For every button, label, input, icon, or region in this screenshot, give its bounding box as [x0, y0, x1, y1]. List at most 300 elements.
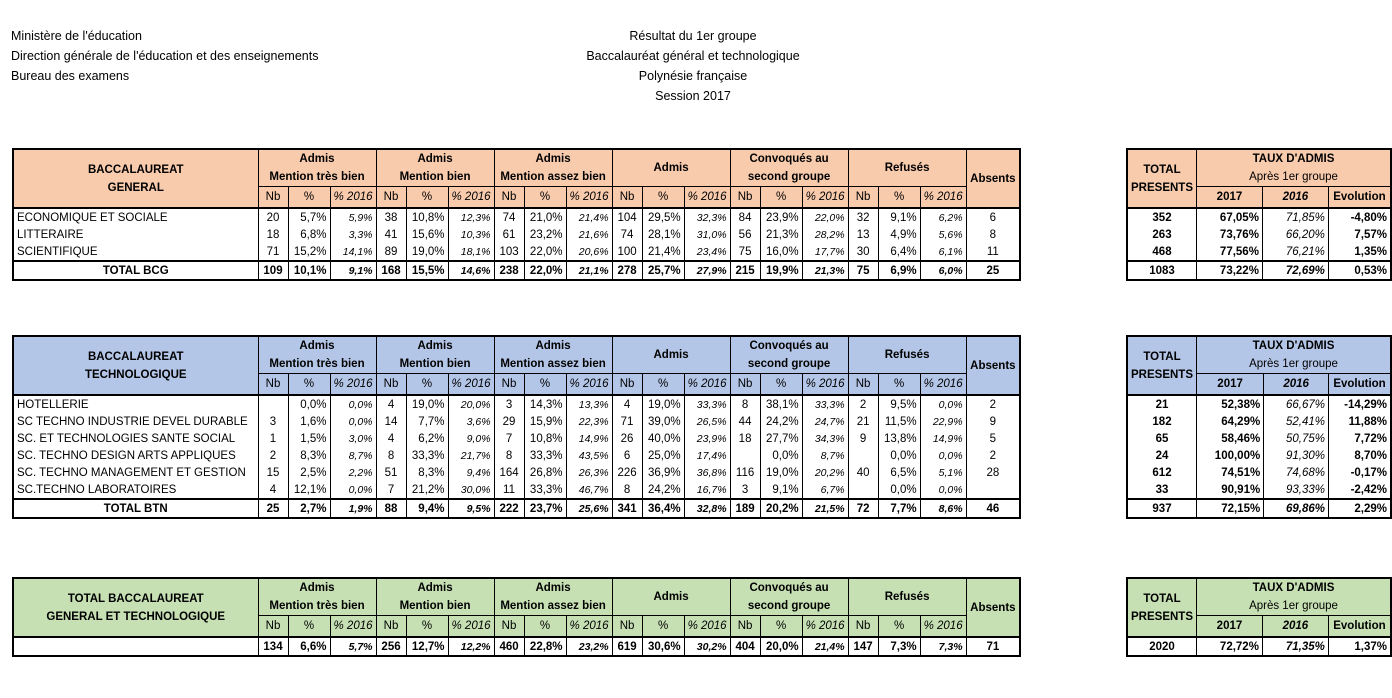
cell-pct: 23,2% [524, 226, 566, 243]
subcol-header: Nb [258, 374, 288, 396]
cell-nb: 238 [494, 261, 524, 280]
cell-nb: 109 [258, 261, 288, 280]
group-header [848, 149, 966, 187]
cell-nb: 7 [494, 430, 524, 447]
cell-pct: 25,0% [642, 447, 684, 464]
cell-pct-2016: 14,1% [330, 243, 376, 261]
total-presents-line1: TOTAL [1143, 163, 1181, 176]
cell-pct: 36,9% [642, 464, 684, 481]
group-header-line1: Admis [417, 582, 453, 594]
absents-header: Absents [966, 149, 1020, 208]
cell-pct: 12,1% [288, 481, 330, 499]
taux-row [1127, 447, 1391, 464]
subcol-header: Nb [730, 374, 760, 396]
cell-nb: 89 [376, 243, 406, 261]
cell-taux-2017: 100,00% [1197, 447, 1264, 464]
cell-nb: 6 [612, 447, 642, 464]
cell-nb [258, 395, 288, 413]
absents-header: Absents [966, 336, 1020, 395]
group-header-line1: Admis [417, 153, 453, 165]
subcol-header: % 2016 [566, 187, 612, 209]
cell-pct: 38,1% [760, 395, 802, 413]
group-header [612, 336, 730, 374]
cell-pct-2016: 31,0% [684, 226, 730, 243]
cell-pct-2016: 25,6% [566, 499, 612, 518]
group-header-line1: Admis [653, 162, 689, 174]
total-presents-line1: TOTAL [1143, 592, 1181, 605]
cell-nb: 189 [730, 499, 760, 518]
total-presents-header [1127, 149, 1197, 208]
cell-nb: 226 [612, 464, 642, 481]
taux-header [1197, 578, 1392, 616]
taux-title: TAUX D'ADMIS [1252, 582, 1335, 594]
header-left [11, 26, 318, 86]
subcol-header: % [878, 616, 920, 638]
subcol-header: Nb [258, 187, 288, 209]
row-label: SCIENTIFIQUE [13, 243, 258, 261]
section-title [13, 336, 258, 395]
cell-pct-2016: 8,7% [802, 447, 848, 464]
cell-pct: 20,2% [760, 499, 802, 518]
cell-evolution: 7,72% [1329, 430, 1391, 447]
cell-nb: 25 [258, 499, 288, 518]
cell-evolution: 8,70% [1329, 447, 1391, 464]
total-row [13, 499, 1020, 518]
cell-pct: 6,4% [878, 243, 920, 261]
cell-pct-2016: 5,7% [330, 637, 376, 656]
table-row [13, 447, 1020, 464]
cell-taux-2017: 72,15% [1197, 499, 1264, 518]
cell-pct: 6,2% [406, 430, 448, 447]
cell-nb: 21 [848, 413, 878, 430]
cell-pct: 9,5% [878, 395, 920, 413]
subcol-header: % [288, 616, 330, 638]
row-label: SC. ET TECHNOLOGIES SANTE SOCIAL [13, 430, 258, 447]
cell-nb: 278 [612, 261, 642, 280]
taux-subtitle: Après 1er groupe [1249, 171, 1338, 183]
total-presents-line2: PRESENTS [1131, 181, 1193, 194]
cell-pct-2016: 6,7% [802, 481, 848, 499]
cell-nb: 11 [494, 481, 524, 499]
cell-pct-2016: 33,3% [802, 395, 848, 413]
cell-pct-2016: 21,3% [802, 261, 848, 280]
cell-nb: 134 [258, 637, 288, 656]
cell-pct-2016: 6,0% [920, 261, 966, 280]
subcol-header: % [642, 187, 684, 209]
group-header [730, 149, 848, 187]
cell-taux-2017: 73,22% [1197, 261, 1263, 280]
group-header [848, 336, 966, 374]
taux-row [1127, 208, 1391, 226]
section-title-line2: GENERAL [107, 181, 164, 194]
cell-taux-2016: 76,21% [1262, 243, 1328, 261]
cell-nb: 74 [612, 226, 642, 243]
cell-nb: 2 [258, 447, 288, 464]
row-label: ECONOMIQUE ET SOCIALE [13, 208, 258, 226]
cell-nb: 75 [730, 243, 760, 261]
subcol-header: Nb [494, 374, 524, 396]
cell-pct-2016: 18,1% [448, 243, 494, 261]
cell-pct: 10,1% [288, 261, 330, 280]
cell-pct: 7,7% [406, 413, 448, 430]
group-header [494, 149, 612, 187]
cell-pct-2016: 14,6% [448, 261, 494, 280]
subcol-header: % [524, 374, 566, 396]
cell-absents: 46 [966, 499, 1020, 518]
subcol-header: Nb [612, 374, 642, 396]
cell-pct: 0,0% [288, 395, 330, 413]
cell-taux-2016: 52,41% [1264, 413, 1329, 430]
cell-taux-2016: 69,86% [1264, 499, 1329, 518]
cell-pct: 24,2% [760, 413, 802, 430]
cell-nb: 71 [612, 413, 642, 430]
result-title: Résultat du 1er groupe [629, 29, 757, 43]
cell-nb: 72 [848, 499, 878, 518]
subcol-header: Nb [612, 187, 642, 209]
table-row [13, 430, 1020, 447]
row-label: SC. TECHNO DESIGN ARTS APPLIQUES [13, 447, 258, 464]
cell-pct: 21,2% [406, 481, 448, 499]
subcol-header: % 2016 [802, 187, 848, 209]
cell-pct-2016: 16,7% [684, 481, 730, 499]
taux-row [1127, 481, 1391, 499]
total-presents-line1: TOTAL [1143, 350, 1181, 363]
cell-total-presents: 21 [1127, 395, 1197, 413]
exam-title: Baccalauréat général et technologique [586, 49, 800, 63]
cell-pct: 15,9% [524, 413, 566, 430]
group-header [848, 578, 966, 616]
subcol-header: % 2016 [684, 187, 730, 209]
cell-pct-2016: 20,0% [448, 395, 494, 413]
group-header-line1: Refusés [884, 162, 930, 174]
cell-nb: 4 [612, 395, 642, 413]
cell-pct: 2,5% [288, 464, 330, 481]
cell-pct: 12,7% [406, 637, 448, 656]
subcol-header: Nb [848, 374, 878, 396]
cell-nb: 3 [258, 413, 288, 430]
group-header-line2: second groupe [747, 600, 831, 612]
cell-pct: 5,7% [288, 208, 330, 226]
cell-nb: 256 [376, 637, 406, 656]
subcol-header: % [406, 374, 448, 396]
group-header [376, 149, 494, 187]
row-label: TOTAL BTN [13, 499, 258, 518]
cell-nb: 61 [494, 226, 524, 243]
cell-pct-2016: 34,3% [802, 430, 848, 447]
cell-pct: 9,1% [878, 208, 920, 226]
cell-nb: 15 [258, 464, 288, 481]
subcol-header: Nb [848, 187, 878, 209]
cell-evolution: 0,53% [1328, 261, 1391, 280]
cell-evolution: 1,35% [1328, 243, 1391, 261]
cell-pct-2016: 23,4% [684, 243, 730, 261]
subcol-header: % 2016 [684, 374, 730, 396]
taux-col-header: Evolution [1328, 616, 1391, 638]
cell-pct: 6,8% [288, 226, 330, 243]
taux-title: TAUX D'ADMIS [1252, 153, 1335, 165]
cell-nb [848, 481, 878, 499]
group-header [376, 336, 494, 374]
cell-evolution: -4,80% [1328, 208, 1391, 226]
row-label: SC TECHNO INDUSTRIE DEVEL DURABLE [13, 413, 258, 430]
cell-pct-2016: 3,3% [330, 226, 376, 243]
taux-col-header: 2016 [1262, 187, 1328, 209]
cell-pct: 9,4% [406, 499, 448, 518]
cell-absents: 71 [966, 637, 1020, 656]
cell-pct-2016: 5,1% [920, 464, 966, 481]
cell-taux-2016: 66,20% [1262, 226, 1328, 243]
section-title-line1: TOTAL BACCALAUREAT [67, 592, 204, 605]
cell-pct: 39,0% [642, 413, 684, 430]
group-header-line2: Mention très bien [269, 600, 365, 612]
cell-pct-2016: 20,2% [802, 464, 848, 481]
subcol-header: % 2016 [448, 374, 494, 396]
cell-pct-2016: 13,3% [566, 395, 612, 413]
cell-nb: 38 [376, 208, 406, 226]
cell-total-presents: 1083 [1127, 261, 1197, 280]
cell-pct-2016: 6,1% [920, 243, 966, 261]
cell-pct: 20,0% [760, 637, 802, 656]
taux-total-row [1127, 637, 1391, 656]
cell-pct-2016: 22,9% [920, 413, 966, 430]
group-header-line1: Convoqués au [749, 153, 829, 165]
cell-pct-2016: 8,7% [330, 447, 376, 464]
taux-subtitle: Après 1er groupe [1249, 358, 1338, 370]
bureau-line: Bureau des examens [11, 69, 130, 83]
group-header [376, 578, 494, 616]
cell-evolution: -14,29% [1329, 395, 1391, 413]
cell-pct: 40,0% [642, 430, 684, 447]
taux-row [1127, 413, 1391, 430]
cell-absents: 2 [966, 447, 1020, 464]
group-header-line1: Admis [299, 340, 335, 352]
cell-nb: 222 [494, 499, 524, 518]
table-row [13, 395, 1020, 413]
subcol-header: % [642, 374, 684, 396]
table-row [13, 481, 1020, 499]
cell-pct-2016: 33,3% [684, 395, 730, 413]
group-header-line1: Convoqués au [749, 340, 829, 352]
group-header-line2: Mention très bien [269, 358, 365, 370]
table-row [13, 413, 1020, 430]
cell-taux-2017: 58,46% [1197, 430, 1264, 447]
cell-pct-2016: 3,6% [448, 413, 494, 430]
subcol-header: % [406, 187, 448, 209]
subcol-header: Nb [612, 616, 642, 638]
direction-line: Direction générale de l'éducation et des enseignements [11, 49, 319, 63]
cell-pct-2016: 21,6% [566, 226, 612, 243]
cell-pct-2016: 24,7% [802, 413, 848, 430]
cell-taux-2016: 66,67% [1264, 395, 1329, 413]
cell-pct-2016: 0,0% [920, 395, 966, 413]
cell-nb: 29 [494, 413, 524, 430]
subcol-header: % 2016 [920, 374, 966, 396]
cell-nb: 75 [848, 261, 878, 280]
row-label: TOTAL BCG [13, 261, 258, 280]
cell-pct: 6,9% [878, 261, 920, 280]
taux-row [1127, 395, 1391, 413]
cell-pct: 19,0% [406, 395, 448, 413]
cell-pct-2016: 10,3% [448, 226, 494, 243]
subcol-header: % 2016 [920, 187, 966, 209]
cell-taux-2016: 71,35% [1262, 637, 1328, 656]
ministry-line: Ministère de l'éducation [11, 29, 142, 43]
taux-row [1127, 226, 1391, 243]
cell-pct-2016: 21,4% [566, 208, 612, 226]
row-label: LITTERAIRE [13, 226, 258, 243]
cell-nb: 4 [258, 481, 288, 499]
cell-pct-2016: 0,0% [330, 481, 376, 499]
group-header-line2: second groupe [747, 358, 831, 370]
cell-taux-2016: 50,75% [1264, 430, 1329, 447]
group-header-line1: Admis [417, 340, 453, 352]
cell-pct: 10,8% [524, 430, 566, 447]
taux-col-header: 2017 [1197, 187, 1263, 209]
group-header-line2: Mention bien [399, 171, 471, 183]
cell-pct: 28,1% [642, 226, 684, 243]
group-header [258, 149, 376, 187]
group-header-line1: Convoqués au [749, 582, 829, 594]
cell-pct-2016: 12,3% [448, 208, 494, 226]
cell-nb: 51 [376, 464, 406, 481]
taux-row [1127, 243, 1391, 261]
cell-total-presents: 2020 [1127, 637, 1197, 656]
cell-pct: 33,3% [524, 447, 566, 464]
row-label [13, 637, 258, 656]
table-row [13, 243, 1020, 261]
cell-pct: 7,7% [878, 499, 920, 518]
cell-pct: 19,9% [760, 261, 802, 280]
taux-col-header: 2016 [1264, 374, 1329, 396]
cell-absents: 2 [966, 395, 1020, 413]
cell-absents: 28 [966, 464, 1020, 481]
cell-pct-2016: 21,4% [802, 637, 848, 656]
cell-pct-2016: 6,2% [920, 208, 966, 226]
cell-taux-2016: 72,69% [1262, 261, 1328, 280]
taux-header [1197, 149, 1392, 187]
cell-pct: 11,5% [878, 413, 920, 430]
cell-nb: 74 [494, 208, 524, 226]
cell-pct: 4,9% [878, 226, 920, 243]
cell-pct: 21,4% [642, 243, 684, 261]
group-header-line1: Admis [535, 153, 571, 165]
subcol-header: Nb [258, 616, 288, 638]
cell-nb: 460 [494, 637, 524, 656]
cell-pct: 30,6% [642, 637, 684, 656]
results-table-0 [12, 148, 1021, 281]
group-header-line1: Refusés [884, 349, 930, 361]
cell-evolution: -0,17% [1329, 464, 1391, 481]
cell-pct-2016: 12,2% [448, 637, 494, 656]
cell-pct: 8,3% [288, 447, 330, 464]
header-center [543, 26, 843, 106]
cell-nb: 103 [494, 243, 524, 261]
subcol-header: Nb [848, 616, 878, 638]
cell-absents: 25 [966, 261, 1020, 280]
subcol-header: % 2016 [920, 616, 966, 638]
cell-nb: 3 [730, 481, 760, 499]
cell-pct: 25,7% [642, 261, 684, 280]
cell-pct-2016: 8,6% [920, 499, 966, 518]
taux-subtitle: Après 1er groupe [1249, 600, 1338, 612]
group-header [730, 578, 848, 616]
cell-nb: 26 [612, 430, 642, 447]
group-header [258, 336, 376, 374]
subcol-header: % [524, 616, 566, 638]
cell-pct: 26,8% [524, 464, 566, 481]
cell-total-presents: 24 [1127, 447, 1197, 464]
cell-pct-2016: 9,4% [448, 464, 494, 481]
cell-pct-2016: 5,9% [330, 208, 376, 226]
cell-nb: 2 [848, 395, 878, 413]
cell-pct: 2,7% [288, 499, 330, 518]
section-title [13, 149, 258, 208]
row-label: HOTELLERIE [13, 395, 258, 413]
taux-row [1127, 430, 1391, 447]
cell-taux-2017: 64,29% [1197, 413, 1264, 430]
group-header [730, 336, 848, 374]
cell-pct-2016: 1,9% [330, 499, 376, 518]
cell-taux-2017: 52,38% [1197, 395, 1264, 413]
group-header [612, 149, 730, 187]
cell-pct: 22,8% [524, 637, 566, 656]
results-table-1 [12, 335, 1021, 519]
cell-nb: 44 [730, 413, 760, 430]
cell-pct-2016: 5,6% [920, 226, 966, 243]
session-title: Session 2017 [655, 89, 731, 103]
taux-table-2 [1126, 577, 1392, 657]
cell-pct-2016: 0,0% [920, 481, 966, 499]
subcol-header: % [760, 187, 802, 209]
subcol-header: Nb [494, 187, 524, 209]
taux-col-header: Evolution [1329, 374, 1391, 396]
subcol-header: % 2016 [566, 374, 612, 396]
cell-taux-2017: 90,91% [1197, 481, 1264, 499]
cell-absents [966, 481, 1020, 499]
taux-total-row [1127, 499, 1391, 518]
cell-taux-2017: 77,56% [1197, 243, 1263, 261]
cell-pct: 9,1% [760, 481, 802, 499]
cell-absents: 5 [966, 430, 1020, 447]
cell-pct-2016: 17,4% [684, 447, 730, 464]
cell-pct-2016: 30,0% [448, 481, 494, 499]
cell-pct-2016: 46,7% [566, 481, 612, 499]
taux-col-header: 2017 [1197, 616, 1263, 638]
cell-pct-2016: 17,7% [802, 243, 848, 261]
table-row [13, 208, 1020, 226]
cell-taux-2016: 91,30% [1264, 447, 1329, 464]
cell-evolution: 1,37% [1328, 637, 1391, 656]
cell-nb: 100 [612, 243, 642, 261]
taux-title: TAUX D'ADMIS [1252, 340, 1335, 352]
cell-total-presents: 263 [1127, 226, 1197, 243]
subcol-header: % 2016 [330, 616, 376, 638]
cell-total-presents: 468 [1127, 243, 1197, 261]
cell-pct: 0,0% [760, 447, 802, 464]
cell-pct-2016: 36,8% [684, 464, 730, 481]
cell-pct-2016: 0,0% [330, 413, 376, 430]
cell-pct: 14,3% [524, 395, 566, 413]
cell-pct-2016: 3,0% [330, 430, 376, 447]
total-presents-line2: PRESENTS [1131, 368, 1193, 381]
cell-pct-2016: 20,6% [566, 243, 612, 261]
cell-nb: 18 [258, 226, 288, 243]
subcol-header: % [288, 187, 330, 209]
cell-pct-2016: 14,9% [920, 430, 966, 447]
group-header-line1: Admis [299, 582, 335, 594]
cell-pct-2016: 30,2% [684, 637, 730, 656]
group-header-line1: Admis [299, 153, 335, 165]
